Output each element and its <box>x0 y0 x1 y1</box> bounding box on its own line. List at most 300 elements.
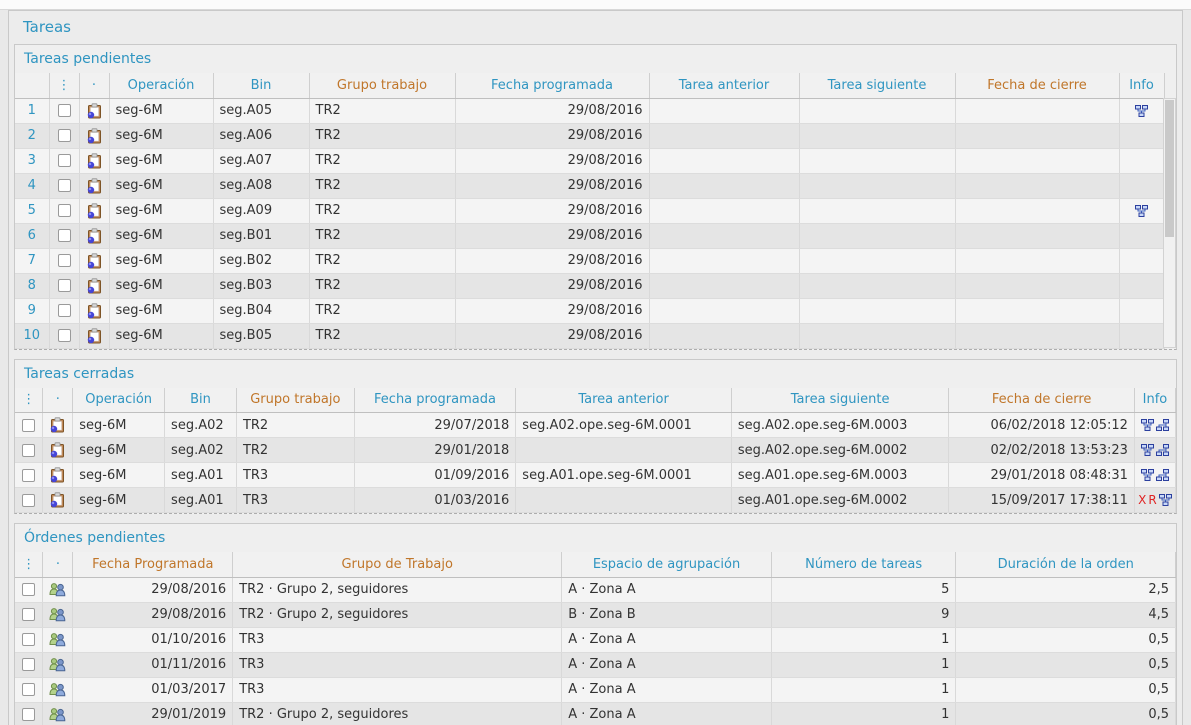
panel-title-ordenes-pendientes: Órdenes pendientes <box>24 530 166 546</box>
row-number: 10 <box>15 323 49 348</box>
row-number: 9 <box>15 298 49 323</box>
cell-fecha_cierre <box>955 173 1119 198</box>
task-clipboard-icon <box>50 443 65 458</box>
cell-fecha_cierre <box>955 223 1119 248</box>
cell-duracion: 0,5 <box>956 702 1176 725</box>
table-row[interactable] <box>15 273 1164 298</box>
cell-tarea_sig <box>799 148 955 173</box>
task-clipboard-icon <box>87 203 102 218</box>
header-row <box>15 552 1176 577</box>
workgroup-icon <box>49 632 66 647</box>
row-type-cell <box>79 248 109 273</box>
row-select-cell <box>49 173 79 198</box>
tree-icon[interactable] <box>1140 443 1155 458</box>
cell-operacion: seg-6M <box>109 98 213 123</box>
task-clipboard-icon <box>87 303 102 318</box>
row-number: 4 <box>15 173 49 198</box>
cell-num_tareas: 9 <box>771 602 956 627</box>
row-checkbox[interactable] <box>58 204 71 217</box>
tree-icon[interactable] <box>1158 493 1173 508</box>
cell-tarea_ant <box>649 298 799 323</box>
cell-fecha_prog: 29/08/2016 <box>455 323 649 348</box>
row-type-cell <box>43 577 73 602</box>
cell-tarea_ant <box>516 488 732 513</box>
table-row[interactable] <box>15 463 1176 488</box>
cell-bin: seg.B05 <box>213 323 309 348</box>
cell-grupo: TR2 <box>309 173 455 198</box>
cell-tarea_ant <box>649 148 799 173</box>
cell-fecha_cierre: 06/02/2018 12:05:12 <box>949 413 1135 438</box>
column-header-fecha_prog[interactable]: Fecha programada <box>455 73 649 98</box>
cell-espacio: A · Zona A <box>562 677 772 702</box>
cell-grupo: TR2 · Grupo 2, seguidores <box>233 577 562 602</box>
cell-fecha_prog: 29/01/2019 <box>73 702 233 725</box>
info-cell <box>1119 148 1164 173</box>
table-row[interactable] <box>15 198 1164 223</box>
cell-fecha_cierre <box>955 98 1119 123</box>
row-number: 1 <box>15 98 49 123</box>
top-toolbar-strip <box>0 0 1191 10</box>
row-type-cell <box>43 677 73 702</box>
column-header-tarea_ant[interactable]: Tarea anterior <box>516 388 732 413</box>
table-row[interactable] <box>15 413 1176 438</box>
row-checkbox[interactable] <box>22 633 35 646</box>
row-type-cell <box>43 702 73 725</box>
cell-espacio: A · Zona A <box>562 702 772 725</box>
info-cell <box>1134 413 1175 438</box>
row-type-cell <box>43 488 73 513</box>
cell-num_tareas: 1 <box>771 652 956 677</box>
row-number: 3 <box>15 148 49 173</box>
workflow-icon[interactable] <box>1155 468 1170 483</box>
cell-tarea_ant: seg.A01.ope.seg-6M.0001 <box>516 463 732 488</box>
cell-fecha_cierre <box>955 148 1119 173</box>
cell-fecha_cierre <box>955 123 1119 148</box>
column-header-grupo[interactable]: Grupo de Trabajo <box>233 552 562 577</box>
panel-title-tareas-pendientes: Tareas pendientes <box>24 51 152 67</box>
row-select-cell <box>15 413 43 438</box>
cell-espacio: A · Zona A <box>562 577 772 602</box>
row-checkbox[interactable] <box>22 583 35 596</box>
cell-tarea_ant <box>649 273 799 298</box>
table-row[interactable] <box>15 627 1176 652</box>
cell-espacio: A · Zona A <box>562 627 772 652</box>
cell-tarea_ant: seg.A02.ope.seg-6M.0001 <box>516 413 732 438</box>
cell-grupo: TR2 <box>236 438 354 463</box>
column-header-fecha_prog[interactable]: Fecha programada <box>354 388 516 413</box>
table-row[interactable] <box>15 702 1176 725</box>
cell-bin: seg.A02 <box>165 413 237 438</box>
workflow-icon[interactable] <box>1155 443 1170 458</box>
tree-icon[interactable] <box>1134 103 1149 118</box>
panel-title-tareas-cerradas: Tareas cerradas <box>24 365 135 382</box>
cell-operacion: seg-6M <box>109 298 213 323</box>
cell-tarea_sig <box>799 223 955 248</box>
cell-duracion: 0,5 <box>956 652 1176 677</box>
info-cell <box>1119 298 1164 323</box>
row-type-cell <box>79 98 109 123</box>
panel-tareas-cerradas <box>14 359 1177 515</box>
cell-tarea_ant <box>649 173 799 198</box>
column-header-ico[interactable]: · <box>79 73 109 98</box>
cell-grupo: TR2 <box>309 248 455 273</box>
workgroup-icon <box>49 582 66 597</box>
cell-tarea_ant <box>649 123 799 148</box>
cell-grupo: TR3 <box>233 652 562 677</box>
column-header-bin[interactable]: Bin <box>213 73 309 98</box>
cell-operacion: seg-6M <box>109 198 213 223</box>
table-row[interactable] <box>15 577 1176 602</box>
row-checkbox[interactable] <box>58 304 71 317</box>
cell-tarea_sig: seg.A02.ope.seg-6M.0002 <box>731 438 949 463</box>
row-select-cell <box>49 298 79 323</box>
cell-tarea_sig <box>799 248 955 273</box>
row-checkbox[interactable] <box>22 419 35 432</box>
cell-fecha_prog: 29/08/2016 <box>73 577 233 602</box>
row-checkbox[interactable] <box>58 179 71 192</box>
workgroup-icon <box>49 657 66 672</box>
cell-tarea_sig: seg.A01.ope.seg-6M.0003 <box>731 463 949 488</box>
info-cell <box>1119 273 1164 298</box>
cell-fecha_prog: 29/08/2016 <box>455 98 649 123</box>
column-header-duracion[interactable]: Duración de la orden <box>956 552 1176 577</box>
cell-fecha_prog: 29/08/2016 <box>455 298 649 323</box>
info-cell <box>1134 463 1175 488</box>
cell-fecha_prog: 29/08/2016 <box>455 273 649 298</box>
task-clipboard-icon <box>87 103 102 118</box>
tareas-section <box>8 10 1183 725</box>
cell-bin: seg.A08 <box>213 173 309 198</box>
cell-bin: seg.A01 <box>165 488 237 513</box>
workgroup-icon <box>49 607 66 622</box>
cell-duracion: 0,5 <box>956 627 1176 652</box>
table-row[interactable] <box>15 602 1176 627</box>
cell-tarea_ant <box>516 438 732 463</box>
page-title: Tareas <box>23 18 71 36</box>
cell-fecha_prog: 01/03/2017 <box>73 677 233 702</box>
cell-operacion: seg-6M <box>73 488 165 513</box>
cell-grupo: TR2 <box>309 123 455 148</box>
column-header-info[interactable]: Info <box>1134 388 1175 413</box>
cell-fecha_cierre <box>955 298 1119 323</box>
task-clipboard-icon <box>87 228 102 243</box>
cell-grupo: TR2 · Grupo 2, seguidores <box>233 702 562 725</box>
column-header-num[interactable] <box>15 73 49 98</box>
cell-bin: seg.B01 <box>213 223 309 248</box>
row-type-cell <box>79 273 109 298</box>
info-cell <box>1119 223 1164 248</box>
row-type-cell <box>79 173 109 198</box>
column-header-fecha_cierre[interactable]: Fecha de cierre <box>955 73 1119 98</box>
cell-fecha_cierre <box>955 273 1119 298</box>
cell-fecha_cierre <box>955 248 1119 273</box>
table-row[interactable] <box>15 298 1164 323</box>
row-select-cell <box>49 323 79 348</box>
cell-fecha_prog: 29/08/2016 <box>455 148 649 173</box>
info-cell <box>1119 198 1164 223</box>
task-clipboard-icon <box>50 418 65 433</box>
row-checkbox[interactable] <box>58 329 71 342</box>
row-type-cell <box>79 298 109 323</box>
cell-tarea_sig <box>799 298 955 323</box>
cell-grupo: TR2 <box>309 323 455 348</box>
row-checkbox[interactable] <box>58 254 71 267</box>
cell-tarea_ant <box>649 248 799 273</box>
cell-operacion: seg-6M <box>109 173 213 198</box>
cell-operacion: seg-6M <box>73 438 165 463</box>
column-header-espacio[interactable]: Espacio de agrupación <box>562 552 772 577</box>
row-select-cell <box>15 488 43 513</box>
row-checkbox[interactable] <box>22 658 35 671</box>
cell-bin: seg.A02 <box>165 438 237 463</box>
column-header-sel[interactable]: ⋮ <box>49 73 79 98</box>
cell-tarea_sig <box>799 198 955 223</box>
table-row[interactable] <box>15 223 1164 248</box>
cell-fecha_cierre <box>955 198 1119 223</box>
cell-fecha_prog: 29/07/2018 <box>354 413 516 438</box>
row-type-cell <box>79 198 109 223</box>
cell-fecha_prog: 29/08/2016 <box>455 173 649 198</box>
row-select-cell <box>49 223 79 248</box>
cell-bin: seg.B03 <box>213 273 309 298</box>
row-checkbox[interactable] <box>58 154 71 167</box>
row-checkbox[interactable] <box>58 104 71 117</box>
table-row[interactable] <box>15 438 1176 463</box>
cell-operacion: seg-6M <box>109 323 213 348</box>
cell-num_tareas: 5 <box>771 577 956 602</box>
column-header-fecha_prog[interactable]: Fecha Programada <box>73 552 233 577</box>
row-type-cell <box>79 223 109 248</box>
row-select-cell <box>49 123 79 148</box>
cell-duracion: 2,5 <box>956 577 1176 602</box>
info-cell <box>1119 173 1164 198</box>
cell-grupo: TR2 <box>309 298 455 323</box>
cell-fecha_prog: 01/03/2016 <box>354 488 516 513</box>
cell-operacion: seg-6M <box>73 463 165 488</box>
tareas-cerradas-table <box>15 388 1176 514</box>
table-row[interactable] <box>15 98 1164 123</box>
header-row <box>15 73 1164 98</box>
cell-operacion: seg-6M <box>109 123 213 148</box>
cell-grupo: TR2 <box>309 223 455 248</box>
row-number: 5 <box>15 198 49 223</box>
cell-fecha_prog: 29/08/2016 <box>455 248 649 273</box>
cell-tarea_ant <box>649 323 799 348</box>
workgroup-icon <box>49 707 66 722</box>
row-select-cell <box>49 98 79 123</box>
cell-tarea_ant <box>649 223 799 248</box>
cell-operacion: seg-6M <box>109 148 213 173</box>
tareas-pendientes-table <box>15 73 1165 349</box>
cell-fecha_prog: 01/10/2016 <box>73 627 233 652</box>
cell-espacio: A · Zona A <box>562 652 772 677</box>
column-header-info[interactable]: Info <box>1119 73 1164 98</box>
cell-bin: seg.A01 <box>165 463 237 488</box>
cell-duracion: 4,5 <box>956 602 1176 627</box>
row-type-cell <box>43 413 73 438</box>
cell-espacio: B · Zona B <box>562 602 772 627</box>
cell-duracion: 0,5 <box>956 677 1176 702</box>
cell-fecha_cierre: 29/01/2018 08:48:31 <box>949 463 1135 488</box>
scrollbar-thumb[interactable] <box>1165 100 1174 237</box>
row-checkbox[interactable] <box>22 469 35 482</box>
cell-operacion: seg-6M <box>109 248 213 273</box>
row-checkbox[interactable] <box>58 229 71 242</box>
row-type-cell <box>43 438 73 463</box>
column-header-ico[interactable]: · <box>43 388 73 413</box>
cell-fecha_prog: 29/08/2016 <box>455 198 649 223</box>
cell-tarea_sig <box>799 123 955 148</box>
column-header-tarea_sig[interactable]: Tarea siguiente <box>799 73 955 98</box>
info-cell <box>1119 98 1164 123</box>
cell-num_tareas: 1 <box>771 702 956 725</box>
row-select-cell <box>15 652 43 677</box>
cell-tarea_sig: seg.A02.ope.seg-6M.0003 <box>731 413 949 438</box>
tree-icon[interactable] <box>1140 418 1155 433</box>
cell-operacion: seg-6M <box>109 273 213 298</box>
row-select-cell <box>15 702 43 725</box>
cell-fecha_prog: 29/01/2018 <box>354 438 516 463</box>
row-type-cell <box>43 627 73 652</box>
cell-tarea_sig <box>799 98 955 123</box>
cell-fecha_cierre <box>955 323 1119 348</box>
row-select-cell <box>15 438 43 463</box>
cell-grupo: TR3 <box>233 677 562 702</box>
row-select-cell <box>49 198 79 223</box>
column-header-operacion[interactable]: Operación <box>109 73 213 98</box>
table-row[interactable] <box>15 488 1176 513</box>
cell-bin: seg.A09 <box>213 198 309 223</box>
cell-fecha_prog: 29/08/2016 <box>73 602 233 627</box>
row-select-cell <box>15 602 43 627</box>
row-type-cell <box>43 602 73 627</box>
cell-fecha_prog: 01/11/2016 <box>73 652 233 677</box>
table-row[interactable] <box>15 248 1164 273</box>
info-cell <box>1134 438 1175 463</box>
workflow-icon[interactable] <box>1155 418 1170 433</box>
info-cell <box>1119 248 1164 273</box>
column-header-num_tareas[interactable]: Número de tareas <box>771 552 956 577</box>
task-clipboard-icon <box>87 278 102 293</box>
vertical-scrollbar[interactable] <box>1163 98 1176 348</box>
cell-bin: seg.A05 <box>213 98 309 123</box>
row-type-cell <box>79 123 109 148</box>
info-cell <box>1134 488 1175 513</box>
column-header-sel[interactable]: ⋮ <box>15 552 43 577</box>
column-header-tarea_ant[interactable]: Tarea anterior <box>649 73 799 98</box>
table-row[interactable] <box>15 323 1164 348</box>
cell-grupo: TR3 <box>236 488 354 513</box>
row-checkbox[interactable] <box>22 444 35 457</box>
row-select-cell <box>15 577 43 602</box>
column-header-operacion[interactable]: Operación <box>73 388 165 413</box>
column-header-grupo[interactable]: Grupo trabajo <box>236 388 354 413</box>
cell-bin: seg.B04 <box>213 298 309 323</box>
cell-fecha_prog: 29/08/2016 <box>455 223 649 248</box>
row-select-cell <box>49 273 79 298</box>
info-cell <box>1119 323 1164 348</box>
task-clipboard-icon <box>87 153 102 168</box>
table-row[interactable] <box>15 123 1164 148</box>
row-type-cell <box>43 463 73 488</box>
cell-grupo: TR2 <box>309 148 455 173</box>
cell-tarea_sig <box>799 173 955 198</box>
cell-tarea_sig <box>799 323 955 348</box>
row-checkbox[interactable] <box>22 608 35 621</box>
row-select-cell <box>49 148 79 173</box>
tree-icon[interactable] <box>1140 468 1155 483</box>
cell-bin: seg.B02 <box>213 248 309 273</box>
row-type-cell <box>43 652 73 677</box>
cell-grupo: TR3 <box>233 627 562 652</box>
row-checkbox[interactable] <box>58 279 71 292</box>
cell-bin: seg.A06 <box>213 123 309 148</box>
cell-grupo: TR2 <box>309 98 455 123</box>
cell-fecha_prog: 29/08/2016 <box>455 123 649 148</box>
column-header-tarea_sig[interactable]: Tarea siguiente <box>731 388 949 413</box>
cell-grupo: TR3 <box>236 463 354 488</box>
task-clipboard-icon <box>50 493 65 508</box>
row-number: 6 <box>15 223 49 248</box>
cell-num_tareas: 1 <box>771 627 956 652</box>
cell-num_tareas: 1 <box>771 677 956 702</box>
table-row[interactable] <box>15 677 1176 702</box>
panel-tareas-pendientes <box>14 44 1177 350</box>
cell-fecha_cierre: 15/09/2017 17:38:11 <box>949 488 1135 513</box>
cell-grupo: TR2 <box>236 413 354 438</box>
task-clipboard-icon <box>87 253 102 268</box>
column-header-grupo[interactable]: Grupo trabajo <box>309 73 455 98</box>
table-row[interactable] <box>15 173 1164 198</box>
row-checkbox[interactable] <box>22 708 35 721</box>
cell-fecha_cierre: 02/02/2018 13:53:23 <box>949 438 1135 463</box>
cell-bin: seg.A07 <box>213 148 309 173</box>
table-row[interactable] <box>15 148 1164 173</box>
column-header-ico[interactable]: · <box>43 552 73 577</box>
cell-grupo: TR2 <box>309 198 455 223</box>
cell-grupo: TR2 <box>309 273 455 298</box>
cell-fecha_prog: 01/09/2016 <box>354 463 516 488</box>
row-select-cell <box>15 463 43 488</box>
task-clipboard-icon <box>87 328 102 343</box>
row-type-cell <box>79 323 109 348</box>
cell-operacion: seg-6M <box>73 413 165 438</box>
rejected-r-mark: R <box>1148 493 1157 507</box>
workgroup-icon <box>49 682 66 697</box>
column-header-bin[interactable]: Bin <box>165 388 237 413</box>
row-number: 2 <box>15 123 49 148</box>
row-select-cell <box>15 677 43 702</box>
row-select-cell <box>15 627 43 652</box>
ordenes-pendientes-table <box>15 552 1176 725</box>
column-header-fecha_cierre[interactable]: Fecha de cierre <box>949 388 1135 413</box>
row-number: 7 <box>15 248 49 273</box>
row-checkbox[interactable] <box>22 683 35 696</box>
row-number: 8 <box>15 273 49 298</box>
tree-icon[interactable] <box>1134 203 1149 218</box>
row-checkbox[interactable] <box>58 129 71 142</box>
task-clipboard-icon <box>50 468 65 483</box>
table-row[interactable] <box>15 652 1176 677</box>
row-type-cell <box>79 148 109 173</box>
row-checkbox[interactable] <box>22 494 35 507</box>
cancelled-x-mark: X <box>1138 493 1147 507</box>
cell-operacion: seg-6M <box>109 223 213 248</box>
row-select-cell <box>49 248 79 273</box>
column-header-sel[interactable]: ⋮ <box>15 388 43 413</box>
task-clipboard-icon <box>87 178 102 193</box>
header-row <box>15 388 1176 413</box>
